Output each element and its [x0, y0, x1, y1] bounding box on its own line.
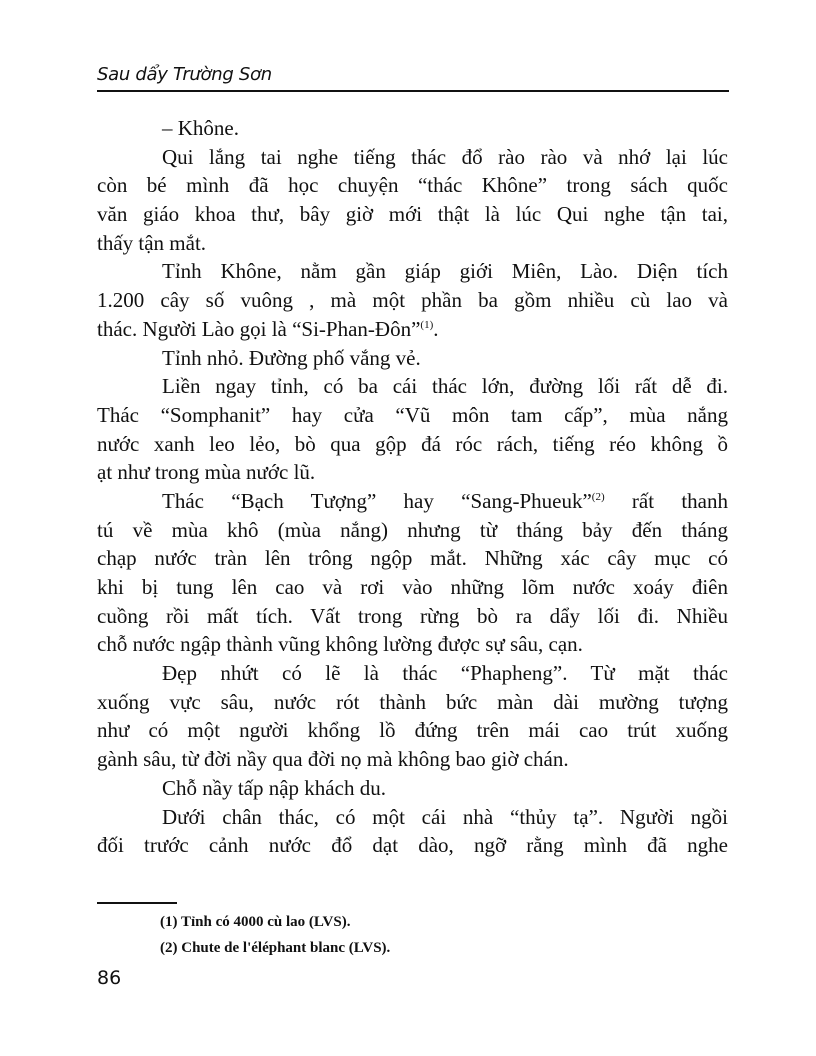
text-line: chạp nước tràn lên trông ngộp mắt. Những xác cây mục có: [97, 546, 728, 571]
text-line: tú về mùa khô (mùa nắng) nhưng từ tháng bảy đến tháng: [97, 517, 728, 542]
text-line: Liền ngay tỉnh, có ba cái thác lớn, đường lối rất dễ đi.: [162, 374, 728, 399]
body-text: [97, 114, 728, 860]
running-title: Sau dẩy Trường Sơn: [97, 64, 272, 85]
text-line: ạt như trong mùa nước lũ.: [97, 460, 316, 485]
footnote-ref: (1): [420, 318, 434, 331]
text-line: Thác “Somphanit” hay cửa “Vũ môn tam cấp”, mùa nắng: [97, 402, 728, 427]
text-line: 1.200 cây số vuông , mà một phần ba gồm nhiều cù lao và: [97, 288, 728, 313]
text-line: cuồng rồi mất tích. Vất trong rừng bò ra dẩy lối đi. Nhiều: [97, 603, 728, 628]
text-line: thấy tận mắt.: [97, 230, 207, 255]
text-line: nước xanh leo lẻo, bò qua gộp đá róc rách, tiếng réo không ồ: [97, 431, 728, 456]
text-line: khi bị tung lên cao và rơi vào những lõm nước xoáy điên: [97, 575, 728, 599]
text-line: Thác “Bạch Tượng” hay “Sang-Phueuk”$^{(2)}$ rất thanh: [162, 488, 728, 513]
text-line: Chỗ nầy tấp nập khách du.: [162, 775, 386, 800]
text-line: Qui lắng tai nghe tiếng thác đổ rào rào và nhớ lại lúc: [162, 144, 728, 169]
text-line: văn giáo khoa thư, bây giờ mới thật là lúc Qui nghe tận tai,: [97, 202, 728, 227]
text-line: như có một người khổng lồ đứng trên mái cao trút xuống: [97, 718, 728, 743]
text-line: Tỉnh Khône, nằm gần giáp giới Miên, Lào. Diện tích: [162, 259, 728, 284]
text-line: còn bé mình đã học chuyện “thác Khône” trong sách quốc: [97, 173, 728, 198]
text-line: – Khône.: [162, 116, 239, 140]
text-line: Đẹp nhứt có lẽ là thác “Phapheng”. Từ mặt thác: [162, 661, 728, 686]
running-header: [97, 64, 729, 92]
text-line: chỗ nước ngập thành vũng không lường được sự sâu, cạn.: [97, 632, 583, 657]
text-line: Dưới chân thác, có một cái nhà “thủy tạ”. Người ngồi: [162, 804, 728, 829]
footnote-ref: (2): [591, 490, 605, 503]
text-line: Tỉnh nhỏ. Đường phố vắng vẻ.: [162, 345, 421, 370]
page-number: 86: [97, 967, 122, 989]
footnote-divider: [97, 902, 177, 904]
text-line: đối trước cảnh nước đổ dạt dào, ngỡ rằng mình đã nghe: [97, 833, 728, 858]
footnote-1: (1) Tỉnh có 4000 cù lao (LVS).: [160, 914, 351, 930]
text-line: gành sâu, từ đời nầy qua đời nọ mà không bao giờ chán.: [97, 747, 569, 772]
text-line: xuống vực sâu, nước rót thành bức màn dài mường tượng: [97, 689, 728, 714]
text-line: thác. Người Lào gọi là “Si-Phan-Đôn”$^{(1)}$.: [97, 316, 439, 341]
footnote-2: (2) Chute de l'éléphant blanc (LVS).: [160, 940, 391, 956]
